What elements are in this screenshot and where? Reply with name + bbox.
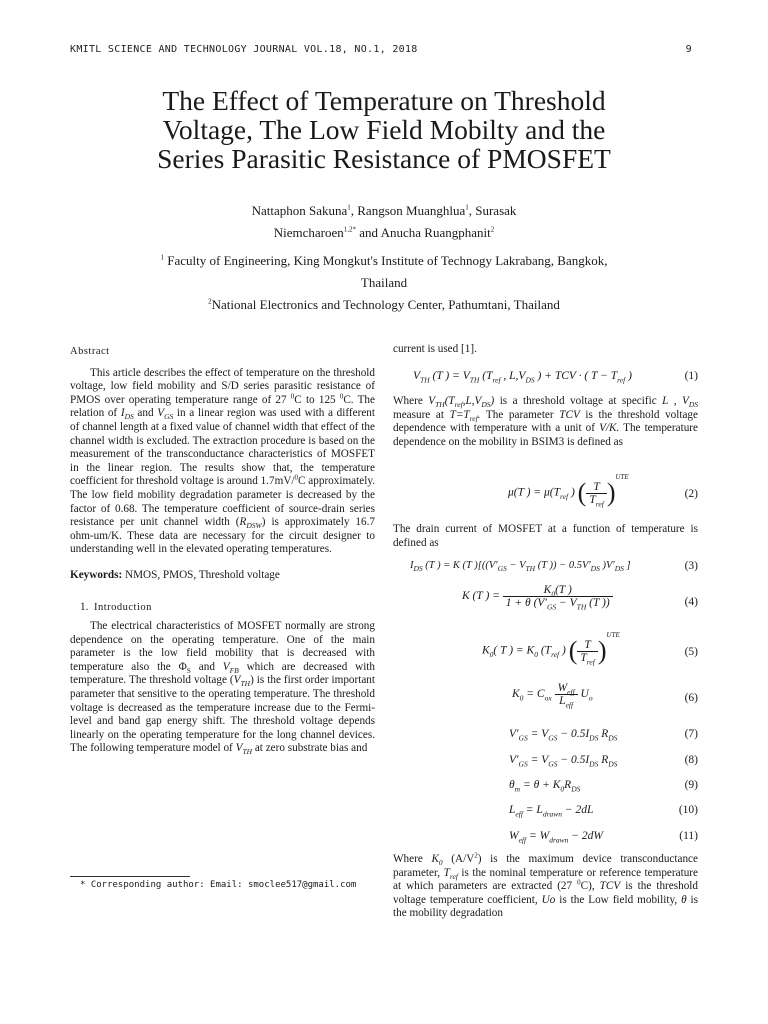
right-column-intro: current is used [1]. [393, 343, 477, 355]
equation-9-number: (9) [684, 779, 698, 791]
equation-1: $V_{TH}$ (T ) = $V_{TH}$ ($T_{ref}$ , $L,V_{DS}$ ) + TCV · ( $T - T_{ref}$ ) [413, 370, 632, 385]
affiliation-2-mark: 2 [208, 297, 212, 306]
equation-1-number: (1) [684, 370, 698, 382]
author-list: Nattaphon Sakuna$^1$, Rangson Muanghlua$^1$, Surasak Niemcharoen$^{1,2*}$ and Anucha Ruangphanit$^2$ [251, 203, 517, 240]
equation-2: μ(T ) = $\mu(T_{ref}$ ) ( $\frac{T}{T_{ref}}$ )$^{UTE}$ [508, 472, 629, 508]
equation-3: $I_{DS}$ (T ) = K (T )[(($V'_{GS} - V_{TH}$ (T )) − $0.5V'_{DS}$ )$V'_{DS}$ ] [410, 560, 631, 574]
introduction-text: The electrical characteristics of MOSFET normally are strong dependence on the operating temperature. One of the main parameter is the low field mobility that is decreased with temperature also the $\Phi_S$ and $V_{FB}$ which are decreased with temperature. The threshold voltage $(V_{TH})$ is the first order important parameter that sensitive to the operating temperature. The threshold voltage is decreased as the temperature increase due to the Fermi-level and band gap energy shift. The threshold voltage depends linearly on the operating temperature for the long channel devices. The following temperature model of $V_{TH}$ at zero substrate bias and [70, 620, 376, 757]
author-3-mark: 1,2* [343, 225, 357, 234]
keywords [70, 569, 375, 583]
equation-4: K (T ) = $\frac{K_0(T )}{1 + \theta (V'_{GS} - V_{TH} (T ))}$ [462, 584, 613, 609]
equation-10: $L_{eff} = L_{drawn} - 2dL$ [509, 804, 594, 819]
title-line-2: Voltage, The Low Field Mobilty and the [162, 114, 606, 145]
introduction-heading: 1. Introduction [80, 600, 152, 613]
equation-5: $K_0$( T ) = $K_0$ ($T_{ref}$ ) ( $\frac{T}{T_{ref}}$ )$^{UTE}$ [482, 630, 620, 666]
equation-3-number: (3) [684, 560, 698, 572]
right-paragraph-2: The drain current of MOSFET at a function of temperature is defined as [393, 523, 698, 549]
footnote: * Corresponding author: Email: smoclee517@gmail.com [80, 880, 357, 890]
right-paragraph-3: Where $K_0$ $(A/V^2)$ is the maximum device transconductance parameter, $T_{ref}$ is the nominal temperature or reference temperature at which parameters are extracted (27 $^0$C), TCV is the threshold voltage temperature coefficient, Uo is the Low field mobility, θ is the mobility degradation [393, 851, 698, 920]
author-3-first: Surasak [475, 203, 517, 218]
equation-10-number: (10) [678, 804, 698, 816]
equation-8: $V'_{GS} = V_{GS} - 0.5I_{DS}$ $R_{DS}$ [509, 754, 618, 769]
paper-title [60, 86, 708, 173]
author-1: Nattaphon Sakuna [251, 203, 348, 218]
equation-4-number: (4) [684, 596, 698, 608]
abstract-heading: Abstract [70, 346, 110, 357]
author-2-mark: 1 [465, 203, 469, 212]
equation-7: $V'_{GS} = V_{GS} - 0.5I_{DS}$ $R_{DS}$ [509, 728, 618, 743]
author-2: Rangson Muanghlua [357, 203, 466, 218]
equation-6-number: (6) [684, 692, 698, 704]
equation-11: $W_{eff} = W_{drawn} - 2dW$ [509, 830, 603, 845]
author-3-last: Niemcharoen [273, 225, 344, 240]
affiliations [100, 250, 668, 316]
affiliation-1-mark: 1 [160, 253, 164, 262]
equation-6: $K_0 = C_{ox}$ $\frac{W_{eff}}{L_{eff}}$ $U_o$ [512, 682, 593, 710]
title-line-1: The Effect of Temperature on Threshold [162, 85, 606, 116]
abstract-text: This article describes the effect of temperature on the threshold voltage, low field mobility and S/D series parasitic resistance of PMOS over operating temperature range of 27 $^0$C to 125 $^0$C. The relation of $I_{DS}$ and $V_{GS}$ in a linear region was used with a different of channel length at a fixed value of channel width that effect of the channel width is excluded. The extraction procedure is based on the measurement of the transconductance characteristics of MOSFET in the linear region. The results show that, the temperature coefficient for threshold voltage is around 1.7mV/$^0$C approximately. The low field mobility degradation parameter is decreased by the factor of 0.68. The temperature coefficient of source-drain series resistance per unit channel width $(R_{DSW})$ is approximately 16.7 ohm-um/K. These data are necessary for the circuit designer to understanding well in the elevated operating temperatures. [70, 366, 375, 556]
author-4: Anucha Ruangphanit [380, 225, 491, 240]
equation-2-number: (2) [684, 488, 698, 500]
author-and: and [359, 225, 379, 240]
title-line-3: Series Parasitic Resistance of PMOSFET [157, 143, 611, 174]
affiliation-1-country: Thailand [360, 275, 408, 290]
page-number: 9 [685, 44, 692, 55]
affiliation-1: Faculty of Engineering, King Mongkut's Institute of Technogy Lakrabang, Bangkok, [167, 253, 608, 268]
author-4-mark: 2 [490, 225, 495, 234]
affiliation-2: National Electronics and Technology Center, Pathumtani, Thailand [211, 297, 560, 312]
journal-header: KMITL SCIENCE AND TECHNOLOGY JOURNAL VOL.18, NO.1, 2018 [70, 44, 418, 55]
left-column [70, 345, 375, 756]
equation-7-number: (7) [684, 728, 698, 740]
keywords-label: Keywords: [70, 568, 123, 581]
equation-8-number: (8) [684, 754, 698, 766]
equation-11-number: (11) [679, 830, 698, 842]
author-1-mark: 1 [347, 203, 351, 212]
footnote-rule [70, 876, 190, 877]
equation-5-number: (5) [684, 646, 698, 658]
keywords-text: NMOS, PMOS, Threshold voltage [125, 568, 280, 581]
equation-9: $\theta_m = \theta + K_0R_{DS}$ [509, 779, 581, 794]
right-paragraph-1: Where $V_{TH}(T_{ref},L,V_{DS})$ is a threshold voltage at specific L , $V_{DS}$ measure at $T=T_{ref}$. The parameter TCV is the threshold voltage dependence with temperature with a unit of V/K. The temperature dependence on the mobility in BSIM3 is defined as [393, 395, 699, 448]
